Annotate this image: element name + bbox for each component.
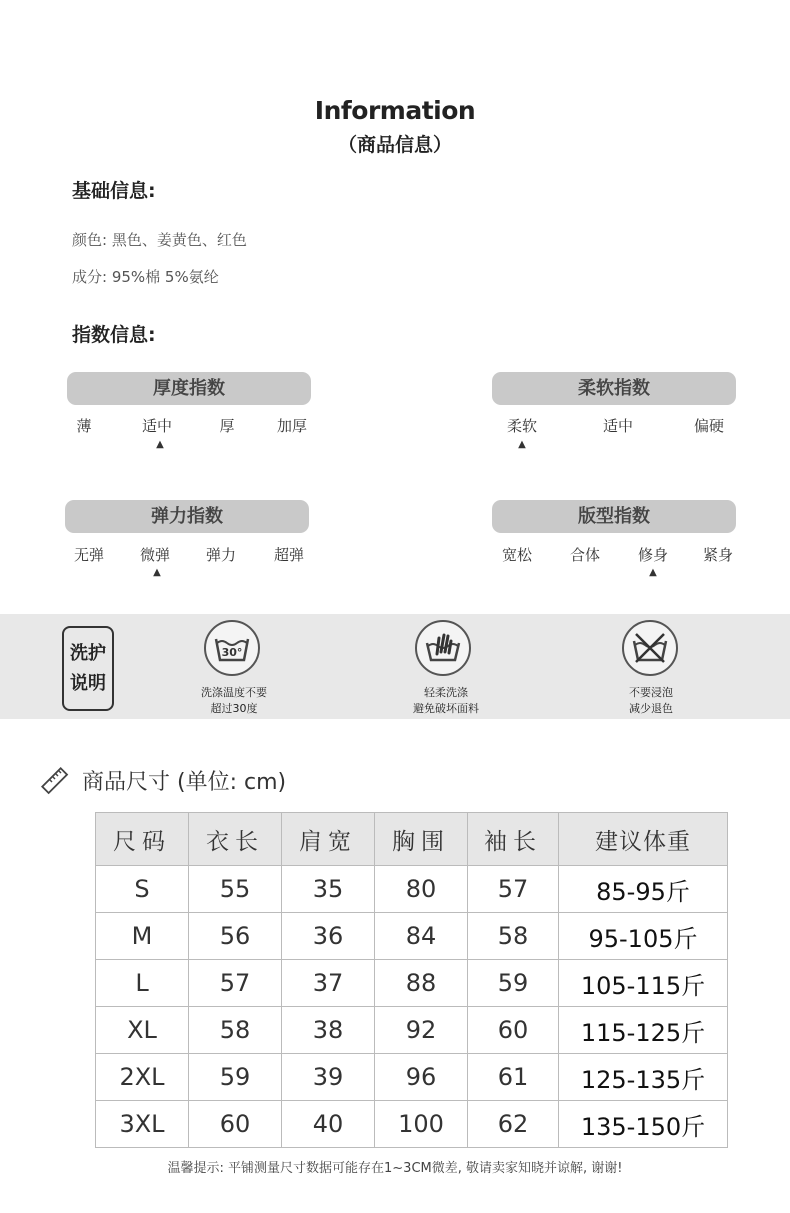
table-cell: 55 — [189, 866, 282, 913]
table-cell: 59 — [189, 1054, 282, 1101]
elasticity-index-title: 弹力指数 — [65, 500, 309, 533]
table-cell: L — [96, 960, 189, 1007]
softness-level: 偏硬 — [693, 417, 724, 435]
fit-index-title: 版型指数 — [492, 500, 736, 533]
care-label-box — [62, 626, 114, 711]
table-cell: 59 — [468, 960, 559, 1007]
care-item-line: 不要浸泡 — [629, 686, 673, 699]
table-cell: 115-125斤 — [559, 1007, 728, 1054]
table-cell: 62 — [468, 1101, 559, 1148]
selected-marker-icon: ▲ — [156, 439, 164, 450]
size-table — [95, 812, 728, 1148]
elasticity-level: 弹力 — [205, 546, 236, 564]
table-row — [96, 1007, 728, 1054]
thickness-index-title: 厚度指数 — [67, 372, 311, 405]
measurement-note: 温馨提示: 平铺测量尺寸数据可能存在1~3CM微差, 敬请卖家知晓并谅解, 谢谢! — [167, 1161, 623, 1176]
wash-temp-label: 30° — [221, 646, 243, 659]
page-subtitle: （商品信息） — [337, 134, 452, 156]
hand-wash-icon — [415, 620, 471, 676]
care-item-text — [164, 685, 304, 717]
table-cell: 36 — [282, 913, 375, 960]
care-item-text — [376, 685, 516, 717]
basic-info-heading: 基础信息: — [72, 180, 156, 202]
table-cell: 58 — [468, 913, 559, 960]
softness-level: 柔软 — [506, 417, 537, 435]
table-cell: 80 — [375, 866, 468, 913]
table-cell: 40 — [282, 1101, 375, 1148]
table-cell: 56 — [189, 913, 282, 960]
table-cell: 38 — [282, 1007, 375, 1054]
table-cell: 3XL — [96, 1101, 189, 1148]
table-cell: 96 — [375, 1054, 468, 1101]
table-cell: S — [96, 866, 189, 913]
elasticity-level: 超弹 — [273, 546, 304, 564]
fit-level: 修身 — [637, 546, 668, 564]
softness-index-title: 柔软指数 — [492, 372, 736, 405]
table-row — [96, 1054, 728, 1101]
table-cell: M — [96, 913, 189, 960]
table-cell: 57 — [468, 866, 559, 913]
table-cell: 85-95斤 — [559, 866, 728, 913]
care-item-line: 减少退色 — [629, 702, 673, 715]
column-header: 建议体重 — [559, 813, 728, 866]
elasticity-level: 无弹 — [73, 546, 104, 564]
column-header: 衣长 — [189, 813, 282, 866]
table-cell: 39 — [282, 1054, 375, 1101]
table-cell: 105-115斤 — [559, 960, 728, 1007]
table-cell: 61 — [468, 1054, 559, 1101]
column-header: 肩宽 — [282, 813, 375, 866]
index-info-heading: 指数信息: — [72, 324, 156, 346]
thickness-level: 薄 — [76, 417, 92, 435]
care-label-line: 洗护 — [70, 642, 106, 664]
table-cell: 2XL — [96, 1054, 189, 1101]
elasticity-level: 微弹 — [139, 546, 170, 564]
table-cell: 84 — [375, 913, 468, 960]
table-cell: 125-135斤 — [559, 1054, 728, 1101]
page-title: Information — [314, 96, 476, 125]
table-cell: 92 — [375, 1007, 468, 1054]
table-cell: 60 — [468, 1007, 559, 1054]
table-cell: 35 — [282, 866, 375, 913]
care-item-line: 轻柔洗涤 — [424, 686, 468, 699]
no-soak-icon — [622, 620, 678, 676]
care-item-line: 避免破坏面料 — [413, 702, 479, 715]
table-cell: 58 — [189, 1007, 282, 1054]
table-cell: 95-105斤 — [559, 913, 728, 960]
fit-level: 紧身 — [702, 546, 733, 564]
table-cell: XL — [96, 1007, 189, 1054]
thickness-level: 适中 — [141, 417, 172, 435]
fit-level: 宽松 — [501, 546, 532, 564]
table-cell: 57 — [189, 960, 282, 1007]
selected-marker-icon: ▲ — [649, 567, 657, 578]
table-cell: 100 — [375, 1101, 468, 1148]
table-cell: 60 — [189, 1101, 282, 1148]
table-row — [96, 960, 728, 1007]
table-cell: 37 — [282, 960, 375, 1007]
table-row — [96, 1101, 728, 1148]
ruler-icon — [40, 766, 70, 796]
table-cell: 88 — [375, 960, 468, 1007]
size-section-heading: 商品尺寸 (单位: cm) — [82, 770, 287, 795]
composition-info: 成分: 95%棉 5%氨纶 — [72, 268, 219, 286]
table-cell: 135-150斤 — [559, 1101, 728, 1148]
column-header: 尺码 — [96, 813, 189, 866]
care-item-text — [581, 685, 721, 717]
column-header: 胸围 — [375, 813, 468, 866]
color-info: 颜色: 黑色、姜黄色、红色 — [72, 231, 247, 249]
selected-marker-icon: ▲ — [518, 439, 526, 450]
care-item-line: 超过30度 — [210, 702, 258, 715]
column-header: 袖长 — [468, 813, 559, 866]
care-item-line: 洗涤温度不要 — [201, 686, 267, 699]
thickness-level: 加厚 — [276, 417, 307, 435]
wash-30-icon — [204, 620, 260, 676]
softness-level: 适中 — [602, 417, 633, 435]
table-row — [96, 913, 728, 960]
selected-marker-icon: ▲ — [153, 567, 161, 578]
thickness-level: 厚 — [219, 417, 235, 435]
care-label-line: 说明 — [70, 672, 106, 694]
fit-level: 合体 — [569, 546, 600, 564]
table-row — [96, 866, 728, 913]
table-header-row — [96, 813, 728, 866]
